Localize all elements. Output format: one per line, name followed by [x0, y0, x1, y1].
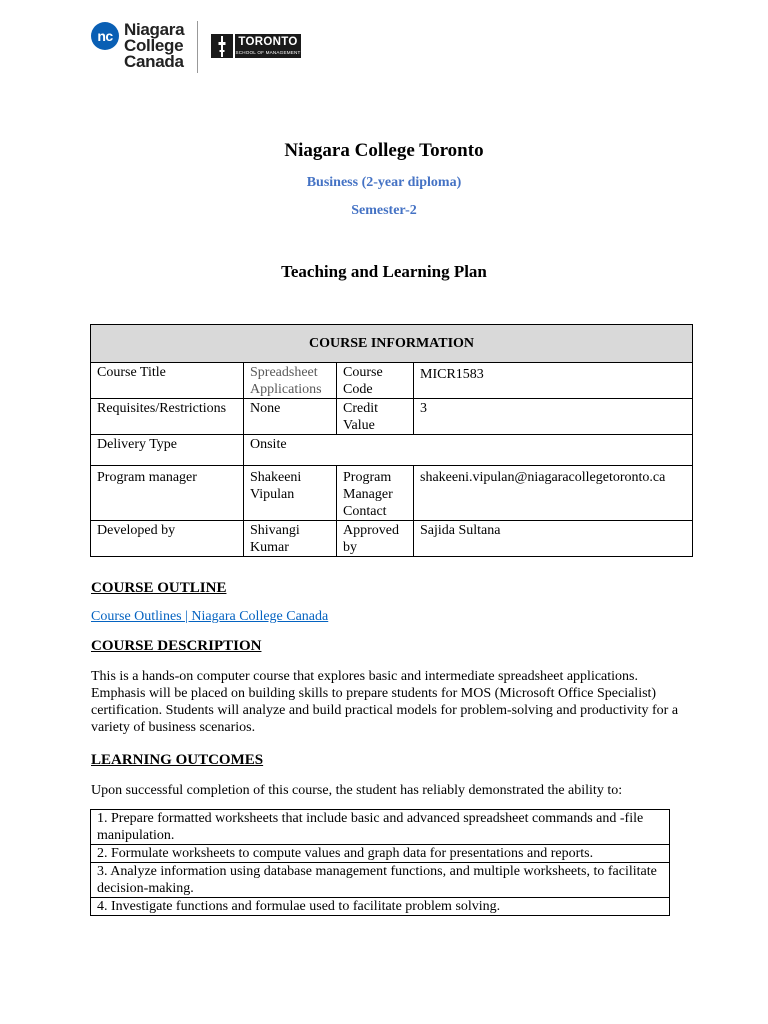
course-title-label: Course Title	[91, 363, 244, 399]
program-name: Business (2-year diploma)	[306, 175, 462, 190]
table-row	[91, 521, 693, 557]
niagara-college-logo-badge: nc	[91, 22, 119, 50]
developed-by-label: Developed by	[91, 521, 244, 557]
course-description-text: This is a hands-on computer course that explores basic and intermediate spreadsheet applications. Emphasis will be placed on building skills to prepare students for MOS (Microsoft Office Specialist) certification. Students will analyze and build practical models for problem-solving and productivity for a variety of business scenarios.	[91, 669, 679, 735]
course-outline-heading: COURSE OUTLINE	[91, 580, 227, 596]
semester-label: Semester-2	[351, 203, 417, 218]
toronto-logo-title: TORONTO	[238, 36, 298, 48]
course-outlines-link[interactable]: Course Outlines | Niagara College Canada	[91, 609, 329, 624]
toronto-school-logo	[235, 34, 301, 58]
table-row	[91, 863, 670, 898]
program-manager-label: Program manager	[91, 466, 244, 521]
page-title: Niagara College Toronto	[284, 140, 484, 161]
table-row	[91, 399, 693, 435]
approved-by-label: Approved by	[337, 521, 414, 557]
table-row	[91, 898, 670, 916]
credit-value-label: Credit Value	[337, 399, 414, 435]
developed-by-value: Shivangi Kumar	[244, 521, 337, 557]
logo-word: College	[124, 36, 184, 55]
requisites-value: None	[244, 399, 337, 435]
outcome-item: 2. Formulate worksheets to compute values and graph data for presentations and reports.	[91, 845, 670, 863]
program-manager-contact-label: Program Manager Contact	[337, 466, 414, 521]
course-information-table	[90, 324, 693, 557]
credit-value: 3	[414, 399, 693, 435]
outcome-item: 3. Analyze information using database management functions, and multiple worksheets, to facilitate decision-making.	[91, 863, 670, 898]
table-row	[91, 466, 693, 521]
delivery-type-value: Onsite	[244, 435, 693, 466]
table-row	[91, 363, 693, 399]
learning-outcomes-table	[90, 809, 670, 916]
outcome-item: 4. Investigate functions and formulae used to facilitate problem solving.	[91, 898, 670, 916]
learning-outcomes-heading: LEARNING OUTCOMES	[91, 752, 264, 768]
table-row	[91, 810, 670, 845]
logo-word: Canada	[124, 52, 184, 71]
learning-outcomes-intro: Upon successful completion of this course, the student has reliably demonstrated the ability to:	[91, 783, 623, 798]
cn-tower-icon	[211, 34, 233, 58]
niagara-college-logo-text	[124, 22, 184, 70]
table-row	[91, 845, 670, 863]
approved-by-value: Sajida Sultana	[414, 521, 693, 557]
requisites-label: Requisites/Restrictions	[91, 399, 244, 435]
program-manager-email[interactable]: shakeeni.vipulan@niagaracollegetoronto.ca	[414, 466, 693, 521]
table-header-row	[91, 325, 693, 363]
delivery-type-label: Delivery Type	[91, 435, 244, 466]
course-code-label: Course Code	[337, 363, 414, 399]
course-information-heading: COURSE INFORMATION	[91, 325, 693, 363]
logo-word: Niagara	[124, 20, 185, 39]
program-manager-value: Shakeeni Vipulan	[244, 466, 337, 521]
logo-divider	[197, 21, 198, 73]
plan-title: Teaching and Learning Plan	[281, 262, 487, 281]
outcome-item: 1. Prepare formatted worksheets that include basic and advanced spreadsheet commands and -file manipulation.	[91, 810, 670, 845]
course-title-value: Spreadsheet Applications	[244, 363, 337, 399]
course-description-heading: COURSE DESCRIPTION	[91, 638, 262, 654]
table-row	[91, 435, 693, 466]
course-code-value: MICR1583	[414, 363, 693, 399]
toronto-logo-subtitle: SCHOOL OF MANAGEMENT	[235, 50, 301, 55]
